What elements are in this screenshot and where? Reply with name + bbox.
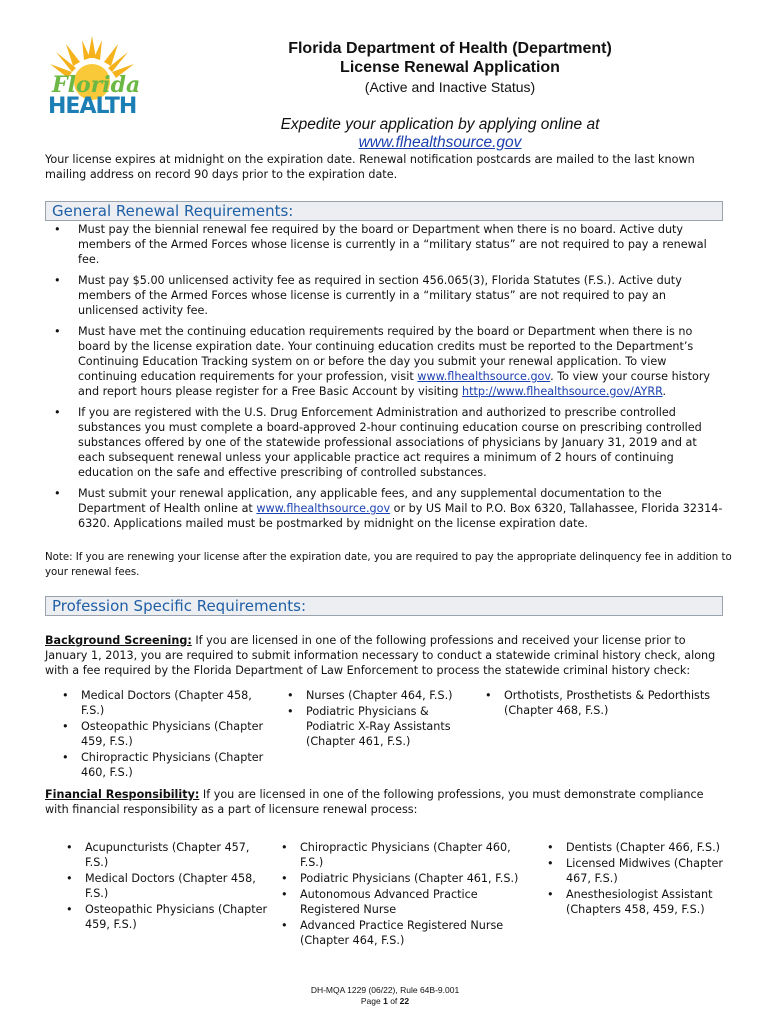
list-item: • Chiropractic Physicians (Chapter 460, F.S.) bbox=[60, 750, 270, 780]
background-screening-text: If you are licensed in one of the following professions and received your license prior to January 1, 2013, you are required to submit information necessary to conduct a statewide criminal history check, along with a fee required by the Florida Department of Law Enforcement to process the statewide criminal history check: bbox=[45, 634, 716, 677]
profession-requirements-title: Profession Specific Requirements: bbox=[52, 597, 307, 615]
requirement-text: or by US Mail to P.O. Box 6320, Tallahassee, Florida 32314-6320. Applications mailed must be postmarked by midnight on the license expiration date. bbox=[78, 502, 723, 530]
flhealthsource-link[interactable]: www.flhealthsource.gov bbox=[417, 370, 551, 383]
requirement-text: Must submit your renewal application, any applicable fees, and any supplemental documentation to the Department of Health online at bbox=[78, 487, 662, 515]
background-screening-heading: Background Screening: bbox=[45, 634, 192, 647]
list-item: • Osteopathic Physicians (Chapter 459, F.S.) bbox=[64, 902, 269, 932]
list-item: • Anesthesiologist Assistant (Chapters 458, 459, F.S.) bbox=[545, 887, 735, 917]
header-title: License Renewal Application bbox=[340, 59, 560, 76]
list-item: • Podiatric Physicians & Podiatric X-Ray Assistants (Chapter 461, F.S.) bbox=[285, 704, 470, 749]
financial-responsibility-heading: Financial Responsibility: bbox=[45, 788, 200, 801]
list-item: • Osteopathic Physicians (Chapter 459, F.S.) bbox=[60, 719, 270, 749]
requirement-item bbox=[45, 486, 725, 531]
requirement-text: Must have met the continuing education requirements required by the board or Department when there is no board by the license expiration date. Your continuing education credits must be reported to the Department’s Continuing Education Tracking system on or before the day you submit your renewal application. To view continuing education requirements for your profession, visit bbox=[78, 325, 694, 383]
list-item: • Chiropractic Physicians (Chapter 460, F.S.) bbox=[279, 840, 529, 870]
general-requirements-title: General Renewal Requirements: bbox=[52, 202, 294, 220]
background-list-col2 bbox=[285, 688, 470, 750]
page-number bbox=[250, 996, 520, 1006]
financial-list-col1 bbox=[64, 840, 269, 933]
intro-paragraph: Your license expires at midnight on the expiration date. Renewal notification postcards are mailed to the last known mailing address on record 90 days prior to the expiration date. bbox=[45, 153, 695, 181]
florida-health-logo bbox=[46, 36, 141, 122]
expedite-line bbox=[200, 116, 680, 152]
list-item: • Nurses (Chapter 464, F.S.) bbox=[285, 688, 470, 703]
list-item: • Acupuncturists (Chapter 457, F.S.) bbox=[64, 840, 269, 870]
general-requirements-header bbox=[45, 201, 723, 221]
financial-responsibility-paragraph bbox=[45, 787, 730, 817]
general-requirements-list bbox=[45, 222, 725, 537]
requirement-item: • If you are registered with the U.S. Drug Enforcement Administration and authorized to prescribe controlled substances you must complete a board-approved 2-hour continuing education course on prescribing controlled substances offered by one of the statewide professional associations of physicians by January 31, 2019 and at each subsequent renewal unless your applicable practice act requires a minimum of 2 hours of continuing education on the safe and effective prescribing of controlled substances. bbox=[45, 405, 725, 480]
list-item: • Advanced Practice Registered Nurse (Chapter 464, F.S.) bbox=[279, 918, 529, 948]
ayrr-link[interactable]: http://www.flhealthsource.gov/AYRR bbox=[462, 385, 663, 398]
delinquency-note: Note: If you are renewing your license after the expiration date, you are required to pay the appropriate delinquency fee in addition to your renewal fees. bbox=[45, 552, 732, 578]
financial-list-col3 bbox=[545, 840, 735, 918]
form-number: DH-MQA 1229 (06/22), Rule 64B-9.001 bbox=[310, 985, 460, 995]
list-item: • Autonomous Advanced Practice Registered Nurse bbox=[279, 887, 529, 917]
background-list-col3 bbox=[483, 688, 728, 719]
list-item: • Orthotists, Prosthetists & Pedorthists (Chapter 468, F.S.) bbox=[483, 688, 728, 718]
logo-word-florida: Florida bbox=[52, 72, 141, 98]
financial-list-col2 bbox=[279, 840, 529, 949]
requirement-item bbox=[45, 324, 725, 399]
requirement-text: . To view your course history and report hours please register for a Free Basic Account by visiting bbox=[78, 370, 711, 398]
page-of-label: of bbox=[387, 996, 400, 1006]
list-item: • Dentists (Chapter 466, F.S.) bbox=[545, 840, 735, 855]
list-item: • Licensed Midwives (Chapter 467, F.S.) bbox=[545, 856, 735, 886]
financial-responsibility-text: If you are licensed in one of the following professions, you must demonstrate compliance with financial responsibility as a part of licensure renewal process: bbox=[45, 788, 704, 816]
requirement-item: • Must pay $5.00 unlicensed activity fee as required in section 456.065(3), Florida Statutes (F.S.). Active duty members of the Armed Forces whose license is currently in a “military status” are not required to pay an unlicensed activity fee. bbox=[45, 273, 725, 318]
current-page: 1 bbox=[383, 996, 388, 1006]
background-screening-paragraph bbox=[45, 633, 730, 678]
background-list-col1 bbox=[60, 688, 270, 781]
header-status: (Active and Inactive Status) bbox=[364, 79, 536, 95]
requirement-text: . bbox=[662, 385, 667, 398]
list-item: • Medical Doctors (Chapter 458, F.S.) bbox=[60, 688, 270, 718]
list-item: • Podiatric Physicians (Chapter 461, F.S.) bbox=[279, 871, 529, 886]
logo-word-health: HEALTH bbox=[48, 94, 137, 119]
expedite-text: Expedite your application by applying online at bbox=[280, 116, 600, 133]
requirement-item: • Must pay the biennial renewal fee required by the board or Department when there is no board. Active duty members of the Armed Forces whose license is currently in a “military status” are not required to pay a renewal fee. bbox=[45, 222, 725, 267]
list-item: • Medical Doctors (Chapter 458, F.S.) bbox=[64, 871, 269, 901]
flhealthsource-link[interactable]: www.flhealthsource.gov bbox=[358, 134, 522, 151]
page-label: Page bbox=[360, 996, 384, 1006]
flhealthsource-link[interactable]: www.flhealthsource.gov bbox=[256, 502, 391, 515]
profession-requirements-header bbox=[45, 596, 723, 616]
header-department: Florida Department of Health (Department) bbox=[288, 40, 612, 57]
total-pages: 22 bbox=[399, 996, 410, 1006]
